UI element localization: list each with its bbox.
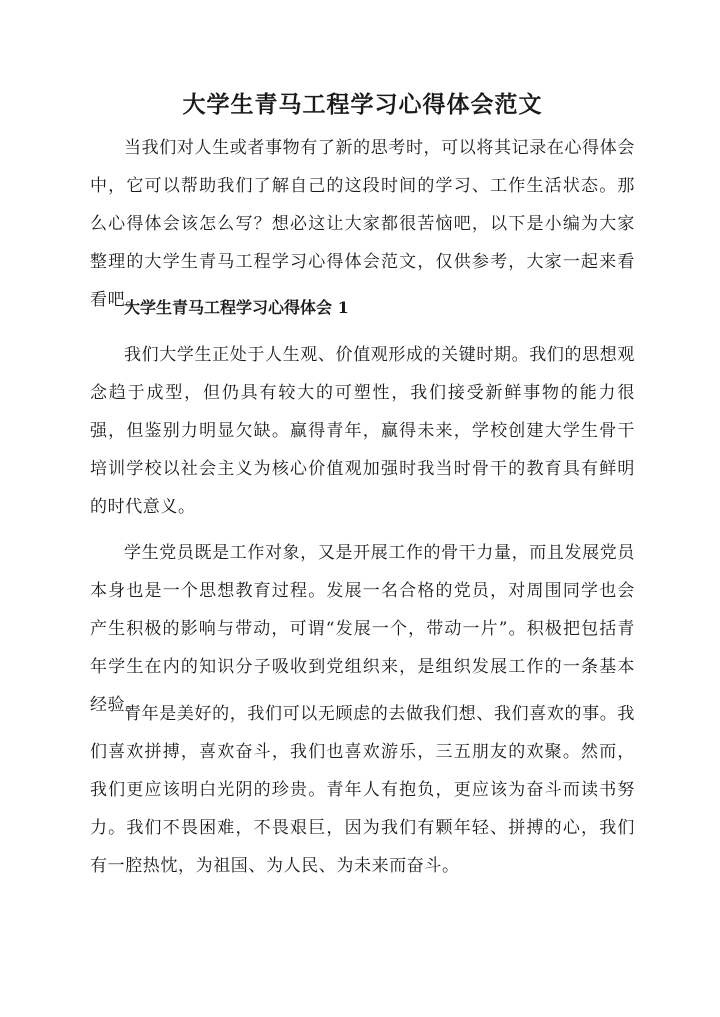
- section-heading: 大学生青马工程学习心得体会 1: [124, 298, 349, 317]
- body-paragraph-3: 青年是美好的，我们可以无顾虑的去做我们想、我们喜欢的事。我们喜欢拼搏，喜欢奋斗，我们也喜欢游乐，三五朋友的欢聚。然而，我们更应该明白光阴的珍贵。青年人有抱负，更应该为奋斗而读书努力。我们不畏困难，不畏艰巨，因为我们有颗年轻、拼搏的心，我们有一腔热忱，为祖国、为人民、为未来而奋斗。: [90, 704, 635, 876]
- body-paragraph-2: 学生党员既是工作对象，又是开展工作的骨干力量，而且发展党员本身也是一个思想教育过程。发展一名合格的党员，对周围同学也会产生积极的影响与带动，可谓“发展一个，带动一片”。积极把包括青年学生在内的知识分子吸收到党组织来，是组织发展工作的一条基本经验。: [90, 543, 635, 715]
- document-title: 大学生青马工程学习心得体会范文: [182, 91, 543, 118]
- intro-paragraph: 当我们对人生或者事物有了新的思考时，可以将其记录在心得体会中，它可以帮助我们了解自己的这段时间的学习、工作生活状态。那么心得体会该怎么写？想必这让大家都很苦恼吧，以下是小编为大家整理的大学生青马工程学习心得体会范文，仅供参考，大家一起来看看吧。: [90, 138, 635, 310]
- body-paragraph-1: 我们大学生正处于人生观、价值观形成的关键时期。我们的思想观念趋于成型，但仍具有较大的可塑性，我们接受新鲜事物的能力很强，但鉴别力明显欠缺。赢得青年，赢得未来，学校创建大学生骨干培训学校以社会主义为核心价值观加强时我当时骨干的教育具有鲜明的时代意义。: [90, 345, 635, 517]
